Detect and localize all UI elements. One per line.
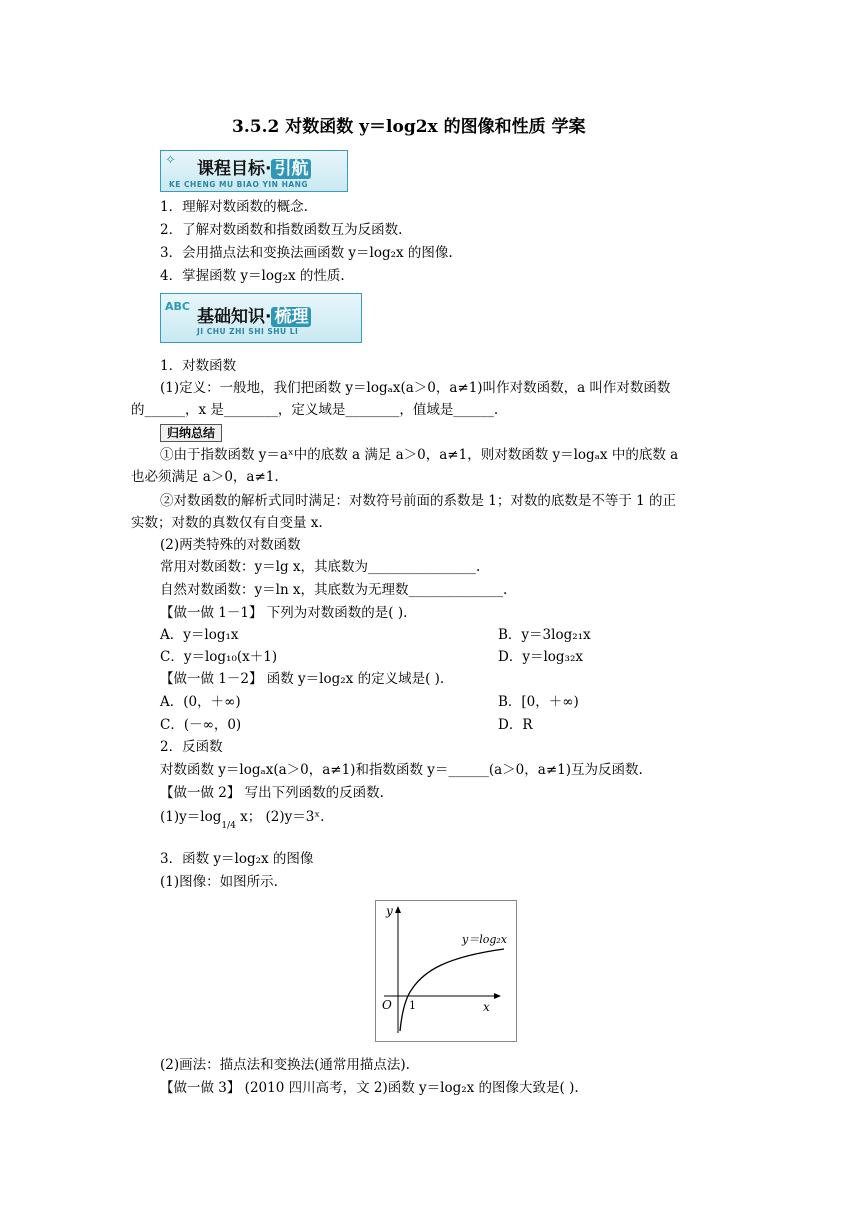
banner-highlight: 梳理 xyxy=(271,307,311,327)
exercise-2-items xyxy=(160,808,325,831)
summary-tag: 归纳总结 xyxy=(160,424,222,442)
exercise-2: 【做一做 2】 写出下列函数的反函数. xyxy=(160,785,384,801)
y-axis-label: y xyxy=(386,904,393,918)
goal-item: 1．理解对数函数的概念. xyxy=(160,199,308,215)
x-axis-arrow xyxy=(494,993,501,999)
satellite-icon: ✧ xyxy=(165,153,176,168)
banner-subtitle: JI CHU ZHI SHI SHU LI xyxy=(197,327,299,336)
exercise-2-item-suffix: x； (2)y＝3ˣ. xyxy=(235,809,325,825)
banner-title: 课程目标· xyxy=(197,159,272,179)
natural-log-text: 自然对数函数：y＝ln x，其底数为无理数______________. xyxy=(160,582,508,598)
banner-subtitle: KE CHENG MU BIAO YIN HANG xyxy=(169,180,309,189)
log-curve xyxy=(400,949,504,1031)
definition-text: (1)定义：一般地，我们把函数 y＝logₐx(a＞0，a≠1)叫作对数函数，a 叫作对数函数 xyxy=(160,380,671,396)
abc-decoration-icon: ABC xyxy=(165,300,190,313)
log2-graph xyxy=(375,900,517,1042)
note-text: 实数；对数的真数仅有自变量 x. xyxy=(131,515,323,531)
inverse-function-text: 对数函数 y＝logₐx(a＞0，a≠1)和指数函数 y＝______(a＞0，a≠1)互为反函数. xyxy=(160,762,643,778)
option-c: C．y＝log₁₀(x＋1) xyxy=(160,649,278,665)
note-text: ①由于指数函数 y＝aˣ中的底数 a 满足 a＞0，a≠1，则对数函数 y＝logₐx 中的底数 a xyxy=(160,447,679,463)
option-a: A．(0，＋∞) xyxy=(160,694,241,710)
page-title: 3.5.2 对数函数 y＝log2x 的图像和性质 学案 xyxy=(232,117,586,137)
option-d: D．R xyxy=(498,717,533,733)
y-axis-arrow xyxy=(395,906,401,913)
option-d: D．y＝log₃₂x xyxy=(498,649,583,665)
option-b: B．[0，＋∞) xyxy=(498,694,579,710)
section-heading: 2．反函数 xyxy=(160,739,223,755)
tick-label: 1 xyxy=(409,999,416,1012)
curve-label: y＝log₂x xyxy=(462,933,508,946)
subsection-heading: (2)两类特殊的对数函数 xyxy=(160,537,301,553)
option-a: A．y＝log₁x xyxy=(160,627,239,643)
exercise-3: 【做一做 3】 (2010 四川高考，文 2)函数 y＝log₂x 的图像大致是( ). xyxy=(160,1080,579,1096)
option-c: C．(－∞，0) xyxy=(160,717,242,733)
goal-item: 2．了解对数函数和指数函数互为反函数. xyxy=(160,222,403,238)
section-heading: 1．对数函数 xyxy=(160,358,237,374)
note-text: 也必须满足 a＞0，a≠1. xyxy=(131,469,279,485)
option-b: B．y＝3log₂₁x xyxy=(498,627,591,643)
banner-highlight: 引航 xyxy=(271,159,311,179)
exercise-1-2: 【做一做 1－2】 函数 y＝log₂x 的定义域是( ). xyxy=(160,671,445,687)
section-heading: 3．函数 y＝log₂x 的图像 xyxy=(160,851,314,867)
definition-text: 的______，x 是________，定义域是________，值域是______. xyxy=(131,402,499,418)
exercise-2-item-1-prefix: (1)y＝log xyxy=(160,809,222,825)
drawing-method-text: (2)画法：描点法和变换法(通常用描点法). xyxy=(160,1057,410,1073)
exercise-1-1: 【做一做 1－1】 下列为对数函数的是( ). xyxy=(160,605,408,621)
course-goals-banner xyxy=(160,150,348,192)
common-log-text: 常用对数函数：y＝lg x，其底数为________________. xyxy=(160,559,481,575)
goal-item: 3．会用描点法和变换法画函数 y＝log₂x 的图像. xyxy=(160,245,453,261)
note-text: ②对数函数的解析式同时满足：对数符号前面的系数是 1；对数的底数是不等于 1 的正 xyxy=(160,493,677,509)
x-axis-label: x xyxy=(483,1000,490,1014)
graph-caption: (1)图像：如图所示. xyxy=(160,874,278,890)
log-base-fraction: 1/4 xyxy=(221,821,236,831)
origin-label: O xyxy=(382,998,392,1012)
basic-knowledge-banner xyxy=(160,293,362,343)
goal-item: 4．掌握函数 y＝log₂x 的性质. xyxy=(160,268,345,284)
banner-title: 基础知识· xyxy=(197,307,272,327)
